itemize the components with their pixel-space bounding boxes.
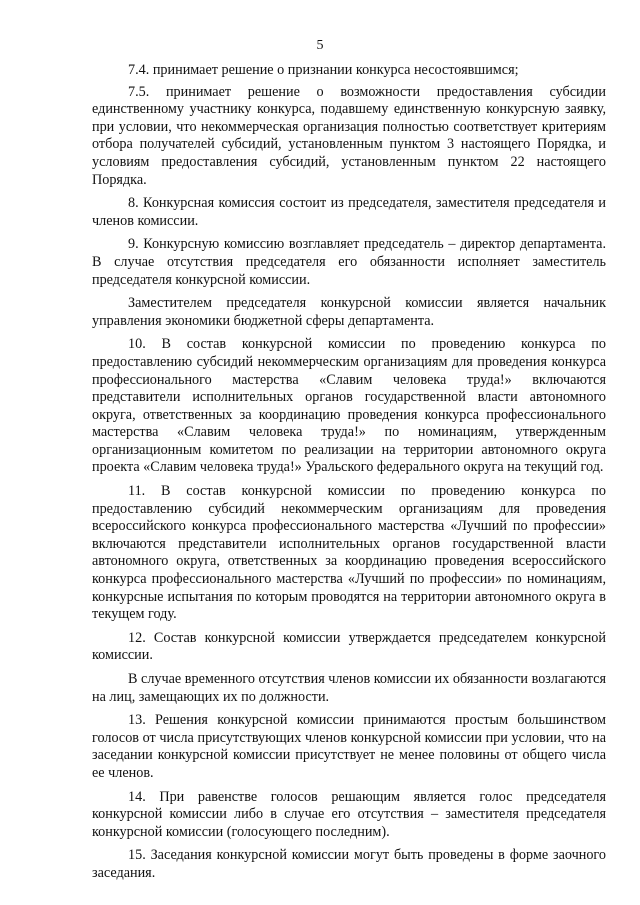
paragraph-9: 9. Конкурсную комиссию возглавляет председатель – директор департамента. В случае отсутствия председателя его обязанности исполняет заместитель председателя конкурсной комиссии.	[92, 236, 606, 288]
paragraph-11: 11. В состав конкурсной комиссии по проведению конкурса по предоставлению субсидий некоммерческим организациям для проведения всероссийского конкурса профессионального мастерства «Лучший по профессии» включаются представители исполнительных органов государственной власти автономного округа, ответственных за координацию проведения всероссийского конкурса профессионального мастерства «Лучший по профессии» по номинациям, конкурсные испытания по которым проводятся на территории автономного округа в текущем году.	[92, 483, 606, 623]
paragraph-10: 10. В состав конкурсной комиссии по проведению конкурса по предоставлению субсидий некоммерческим организациям для проведения конкурса профессионального мастерства «Славим человека труда!» включаются представители исполнительных органов государственной власти автономного округа, ответственных за координацию проведения конкурса профессионального мастерства «Славим человека труда!» по номинациям, утвержденным организационным комитетом по реализации на территории автономного округа проекта «Славим человека труда!» Уральского федерального округа на текущий год.	[92, 336, 606, 476]
paragraph-9-deputy: Заместителем председателя конкурсной комиссии является начальник управления экономики бюджетной сферы департамента.	[92, 295, 606, 329]
paragraph-8: 8. Конкурсная комиссия состоит из председателя, заместителя председателя и членов комиссии.	[92, 195, 606, 229]
paragraph-12: 12. Состав конкурсной комиссии утверждается председателем конкурсной комиссии.	[92, 629, 606, 664]
paragraph-15: 15. Заседания конкурсной комиссии могут быть проведены в форме заочного заседания.	[92, 847, 606, 881]
paragraph-7-5: 7.5. принимает решение о возможности предоставления субсидии единственному участнику конкурса, подавшему единственную конкурсную заявку, при условии, что некоммерческая организация полностью соответствует критериям отбора получателей субсидий, установленным пунктом 3 настоящего Порядка, и условиям предоставления субсидий, установленным пунктом 22 настоящего Порядка.	[92, 83, 606, 188]
document-body	[92, 62, 606, 887]
paragraph-12-substitution: В случае временного отсутствия членов комиссии их обязанности возлагаются на лиц, замещающих их по должности.	[92, 671, 606, 705]
page-number: 5	[316, 38, 324, 53]
paragraph-13: 13. Решения конкурсной комиссии принимаются простым большинством голосов от числа присутствующих членов конкурсной комиссии при условии, что на заседании конкурсной комиссии присутствует не менее половины от общего числа ее членов.	[92, 712, 606, 781]
paragraph-7-4: 7.4. принимает решение о признании конкурса несостоявшимся;	[128, 62, 519, 78]
paragraph-14: 14. При равенстве голосов решающим является голос председателя конкурсной комиссии либо в случае его отсутствия – заместителя председателя конкурсной комиссии (голосующего последним).	[92, 788, 606, 840]
